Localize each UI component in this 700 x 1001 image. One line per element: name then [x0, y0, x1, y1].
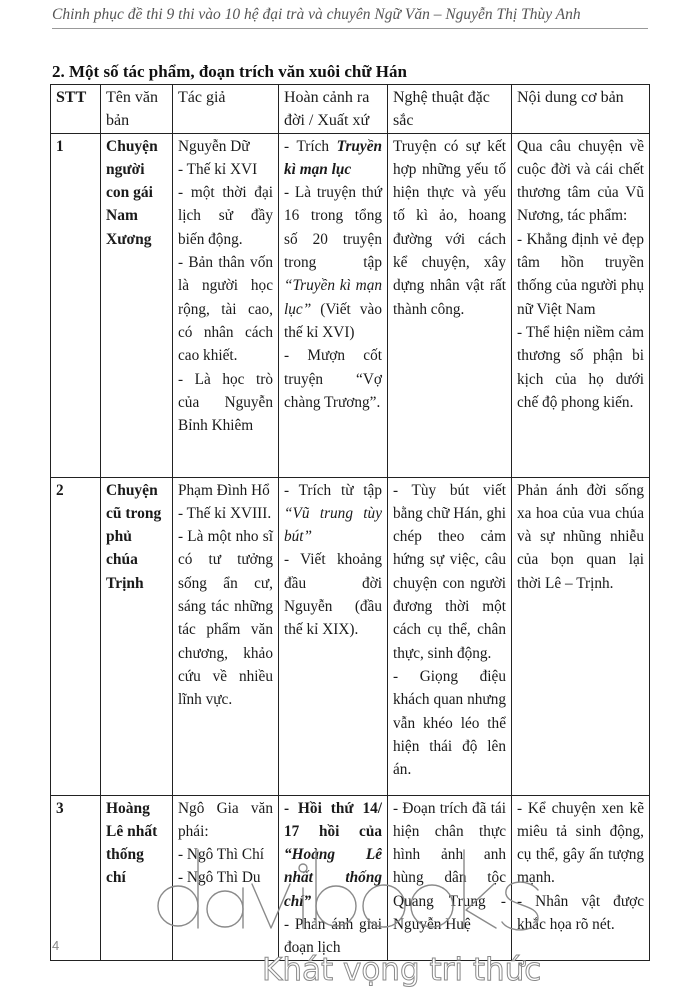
- text-segment: - Kể chuyện xen kẽ miêu tả sinh động, cụ thể, gây ấn tượng mạnh.: [517, 799, 644, 887]
- cell-paragraph: [517, 890, 644, 937]
- text-segment: Phạm Đình Hổ: [178, 481, 270, 499]
- cell-paragraph: [517, 479, 644, 595]
- text-segment: - Nhân vật được khắc họa rõ nét.: [517, 892, 644, 934]
- cell-paragraph: [178, 181, 273, 251]
- cell-paragraph: [517, 797, 644, 890]
- cell-paragraph: [284, 797, 382, 913]
- cell-paragraph: [393, 479, 506, 665]
- cell-content: [512, 477, 650, 795]
- text-segment: - Tùy bút viết bằng chữ Hán, ghi chép theo cảm hứng sự việc, câu chuyện con người đương thời một cách cụ thể, chân thực, sinh động.: [393, 481, 506, 662]
- cell-art: [388, 477, 512, 795]
- text-segment: - Thể hiện niềm cảm thương số phận bi kịch của họ dưới chế độ phong kiến.: [517, 323, 644, 411]
- cell-context: [279, 477, 388, 795]
- text-segment: - Ngô Thì Chí: [178, 846, 264, 864]
- text-segment: Truyện có sự kết hợp những yếu tố hiện thực và yếu tố kì ảo, hoang đường với cách kể chuyện, xây dựng nhân vật rất thành công.: [393, 137, 506, 318]
- text-segment: - Là truyện thứ 16 trong tổng số 20 truyện trong tập: [284, 184, 382, 272]
- cell-context: [279, 133, 388, 477]
- text-segment: - Là học trò của Nguyễn Bỉnh Khiêm: [178, 370, 273, 435]
- cell-paragraph: [284, 135, 382, 182]
- cell-paragraph: [517, 321, 644, 414]
- text-segment: Ngô Gia văn phái:: [178, 799, 273, 840]
- header-stt: STT: [51, 85, 101, 134]
- header-title: Tên văn bản: [101, 85, 173, 134]
- header-author: Tác giả: [173, 85, 279, 134]
- cell-paragraph: [284, 181, 382, 344]
- cell-paragraph: [178, 368, 273, 438]
- header-context: Hoàn cảnh ra đời / Xuất xứ: [279, 85, 388, 134]
- text-segment: - Giọng điệu khách quan nhưng vẫn khéo léo thể hiện thái độ lên án.: [393, 667, 506, 779]
- text-segment: - Thế kỉ XVIII.: [178, 504, 272, 522]
- cell-paragraph: [178, 479, 273, 502]
- cell-stt: 2: [51, 477, 101, 795]
- cell-content: [512, 133, 650, 477]
- text-segment: “Hoàng Lê nhất thống chí”: [284, 846, 382, 910]
- cell-context: [279, 795, 388, 960]
- cell-paragraph: [178, 251, 273, 367]
- table-header-row: [51, 85, 650, 134]
- cell-paragraph: [284, 479, 382, 549]
- text-segment: - Hồi thứ 14/ 17 hồi của: [284, 799, 382, 840]
- cell-paragraph: [178, 525, 273, 711]
- cell-paragraph: [178, 158, 273, 181]
- cell-author: [173, 133, 279, 477]
- text-segment: - Là một nho sĩ có tư tưởng sống ẩn cư, sáng tác những tác phẩm văn chương, khảo cứu về nhiều lĩnh vực.: [178, 528, 273, 709]
- text-segment: - Bản thân vốn là người học rộng, tài cao, có nhân cách cao khiết.: [178, 254, 273, 365]
- section-title: 2. Một số tác phẩm, đoạn trích văn xuôi chữ Hán: [52, 62, 407, 81]
- cell-paragraph: [393, 797, 506, 937]
- cell-paragraph: [178, 502, 273, 525]
- cell-paragraph: [517, 228, 644, 321]
- cell-paragraph: [178, 843, 273, 866]
- running-head: Chinh phục đề thi 9 thi vào 10 hệ đại trà và chuyên Ngữ Văn – Nguyễn Thị Thùy Anh: [52, 6, 648, 29]
- text-segment: Phản ánh đời sống xa hoa của vua chúa và sự nhũng nhiễu của bọn quan lại thời Lê – Trịnh.: [517, 481, 644, 592]
- cell-art: [388, 795, 512, 960]
- text-segment: - Viết khoảng đầu đời Nguyễn (đầu thế kỉ XIX).: [284, 551, 382, 639]
- cell-paragraph: [284, 548, 382, 641]
- cell-stt: 1: [51, 133, 101, 477]
- text-segment: - Ngô Thì Du: [178, 869, 261, 887]
- table-row: [51, 477, 650, 795]
- text-segment: - Đoạn trích đã tái hiện chân thực hình ảnh anh hùng dân tộc Quang Trung - Nguyễn Huệ: [393, 799, 506, 934]
- works-table: [50, 84, 650, 961]
- text-segment: Truyền kì mạn lục: [284, 137, 382, 178]
- cell-paragraph: [517, 135, 644, 228]
- cell-paragraph: [178, 797, 273, 844]
- text-segment: - Trích từ tập: [284, 481, 382, 499]
- text-segment: Nguyễn Dữ: [178, 137, 250, 155]
- cell-stt: 3: [51, 795, 101, 960]
- text-segment: Qua câu chuyện về cuộc đời và cái chết thương tâm của Vũ Nương, tác phẩm:: [517, 137, 644, 225]
- cell-paragraph: [393, 135, 506, 321]
- text-segment: (Viết vào thế kỉ XVI): [284, 300, 382, 341]
- table-row: [51, 133, 650, 477]
- text-segment: - Phản ánh giai đoạn lịch: [284, 916, 382, 957]
- page-number: 4: [52, 938, 60, 953]
- cell-author: [173, 477, 279, 795]
- cell-author: [173, 795, 279, 960]
- text-segment: - Khẳng định vẻ đẹp tâm hồn truyền thống của người phụ nữ Việt Nam: [517, 230, 644, 318]
- watermark-slogan: Khát vọng tri thức: [262, 952, 542, 988]
- header-content: Nội dung cơ bản: [512, 85, 650, 134]
- text-segment: - Mượn cốt truyện “Vợ chàng Trương”.: [284, 347, 382, 411]
- cell-title: Hoàng Lê nhất thống chí: [101, 795, 173, 960]
- text-segment: - Trích: [284, 137, 337, 155]
- text-segment: - một thời đại lịch sử đầy biến động.: [178, 184, 273, 248]
- text-segment: - Thế kỉ XVI: [178, 160, 258, 178]
- text-segment: “Truyền kì mạn lục”: [284, 277, 382, 318]
- cell-title: Chuyện cũ trong phủ chúa Trịnh: [101, 477, 173, 795]
- cell-paragraph: [393, 665, 506, 781]
- text-segment: “Vũ trung tùy bút”: [284, 504, 382, 546]
- cell-art: [388, 133, 512, 477]
- cell-paragraph: [284, 344, 382, 414]
- cell-title: Chuyện người con gái Nam Xương: [101, 133, 173, 477]
- cell-paragraph: [178, 135, 273, 158]
- cell-paragraph: [178, 866, 273, 889]
- cell-content: [512, 795, 650, 960]
- table-row: [51, 795, 650, 960]
- header-art: Nghệ thuật đặc sắc: [388, 85, 512, 134]
